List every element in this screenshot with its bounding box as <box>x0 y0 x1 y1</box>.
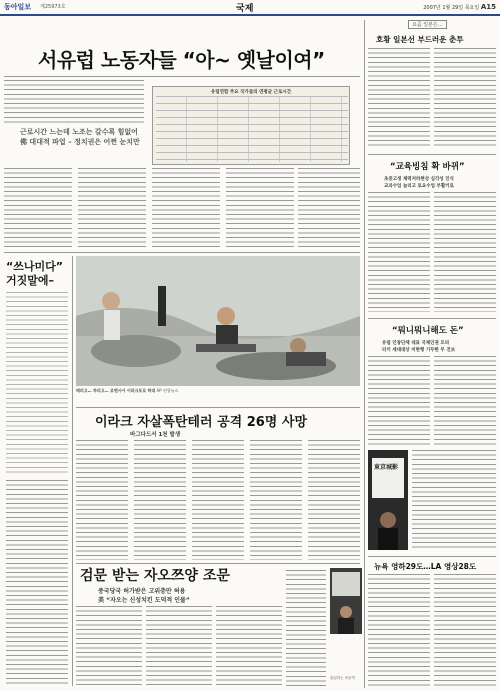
left-headline-2: 거짓말에– <box>6 274 55 287</box>
caption-credit: AP 연합뉴스 <box>156 388 179 393</box>
bottom-subhead-1: 중국당국 허가받은 고위층만 허용 <box>98 588 186 595</box>
protest-photo <box>368 450 408 550</box>
left-headline-1: “쓰나미다” <box>6 260 63 273</box>
main-headline: 서유럽 노동자들 “아~ 옛날이여” <box>38 48 325 72</box>
date-text: 2007년 1월 29일 목요일 <box>423 5 480 11</box>
left-column-text <box>6 292 68 474</box>
right-subhead-3: 유럽 인창단체 대표 국제인권 모피 <box>382 341 450 346</box>
newspaper-logo: 동아일보 <box>4 3 32 11</box>
iraq-text-col-5 <box>308 440 360 560</box>
bottom-text-col-4 <box>286 570 326 686</box>
sidebar-divider <box>364 20 365 688</box>
subhead-1: 근로시간 느는데 노조는 갈수록 힘없어 <box>20 128 138 136</box>
page-header <box>0 0 500 16</box>
right-text-4a <box>368 574 430 686</box>
divider <box>368 318 496 319</box>
iraq-text-col-4 <box>250 440 302 560</box>
body-text-col-5 <box>298 168 360 248</box>
column-divider <box>72 256 73 686</box>
right-text-2a <box>368 192 430 312</box>
data-table <box>152 86 350 165</box>
body-text-col-4 <box>226 168 294 248</box>
protest-sign-text: 東京城影 <box>374 464 399 471</box>
section-title: 국제 <box>236 4 254 14</box>
right-headline-3: “뭐니뭐니해도 돈” <box>392 326 464 336</box>
right-text-2b <box>434 192 496 312</box>
bottom-headline: 검문 받는 자오쯔양 조문 <box>80 568 230 584</box>
dateline <box>423 3 496 11</box>
right-headline-1: 호황 일본선 부드러운 춘투 <box>376 35 464 44</box>
subhead-2: 佛 대대적 파업 – 정치권은 어쩐 눈치만 <box>20 138 140 146</box>
divider <box>4 76 360 77</box>
caption-title: 때리고… 차리고… 로맨시아 이라크포로 학대 <box>76 388 156 393</box>
main-photo-caption <box>76 388 360 393</box>
bottom-text-col-3 <box>216 606 282 686</box>
right-headline-4: 뉴욕 영하29도…LA 영상28도 <box>374 562 477 571</box>
page-number: A15 <box>480 3 496 11</box>
right-subhead-2: 초중고생 체력저하현상 심각성 인식 <box>384 177 454 182</box>
sidebar-label-box <box>368 20 496 28</box>
iraq-text-col-1 <box>76 440 128 560</box>
divider <box>76 407 360 408</box>
right-subhead-2b: 교과수업 늘리고 토요수업 부활키로 <box>384 184 454 189</box>
iraq-text-col-2 <box>134 440 186 560</box>
divider <box>76 563 360 564</box>
bottom-text-col-2 <box>146 606 212 686</box>
table-grid <box>156 96 348 162</box>
divider <box>368 154 496 155</box>
left-column-text-2 <box>6 480 68 685</box>
intro-text-block <box>4 80 144 125</box>
divider <box>368 556 496 557</box>
right-subhead-3b: 터키 세대대상 미현행 기무한 무 진보 <box>382 348 456 353</box>
right-text-4b <box>434 574 496 686</box>
table-title: 유럽연합 주요 국가들의 연평균 근로시간 <box>210 90 292 95</box>
iraq-text-col-3 <box>192 440 244 560</box>
issue-number: 제25973호 <box>40 4 66 10</box>
right-text-3b <box>434 356 496 446</box>
right-text-3a <box>368 356 430 446</box>
sidebar-label: 요즘 일본은… <box>408 20 447 29</box>
main-photo-illustration <box>76 256 360 386</box>
right-headline-2: “교육빙침 확 바뀌” <box>390 162 465 172</box>
mourners-photo-illustration <box>330 568 362 634</box>
mourners-caption: 출입하는 조문객 <box>330 676 355 680</box>
body-text-col-1 <box>4 168 72 248</box>
right-text-1a <box>368 48 430 148</box>
body-text-col-2 <box>78 168 146 248</box>
iraq-subhead: 바그다드서 1천 발생 <box>130 432 181 438</box>
iraq-headline: 이라크 자살폭탄테러 공격 26명 사망 <box>95 415 308 430</box>
bottom-text-col-1 <box>76 606 142 686</box>
body-text-col-3 <box>152 168 220 248</box>
divider <box>4 252 360 253</box>
right-text-1b <box>434 48 496 148</box>
main-photo <box>76 256 360 386</box>
bottom-subhead-2: 美 “자오는 신성치킨 도덕적 인물” <box>98 597 190 604</box>
mourners-photo <box>330 568 362 634</box>
right-text-3c <box>412 450 496 550</box>
